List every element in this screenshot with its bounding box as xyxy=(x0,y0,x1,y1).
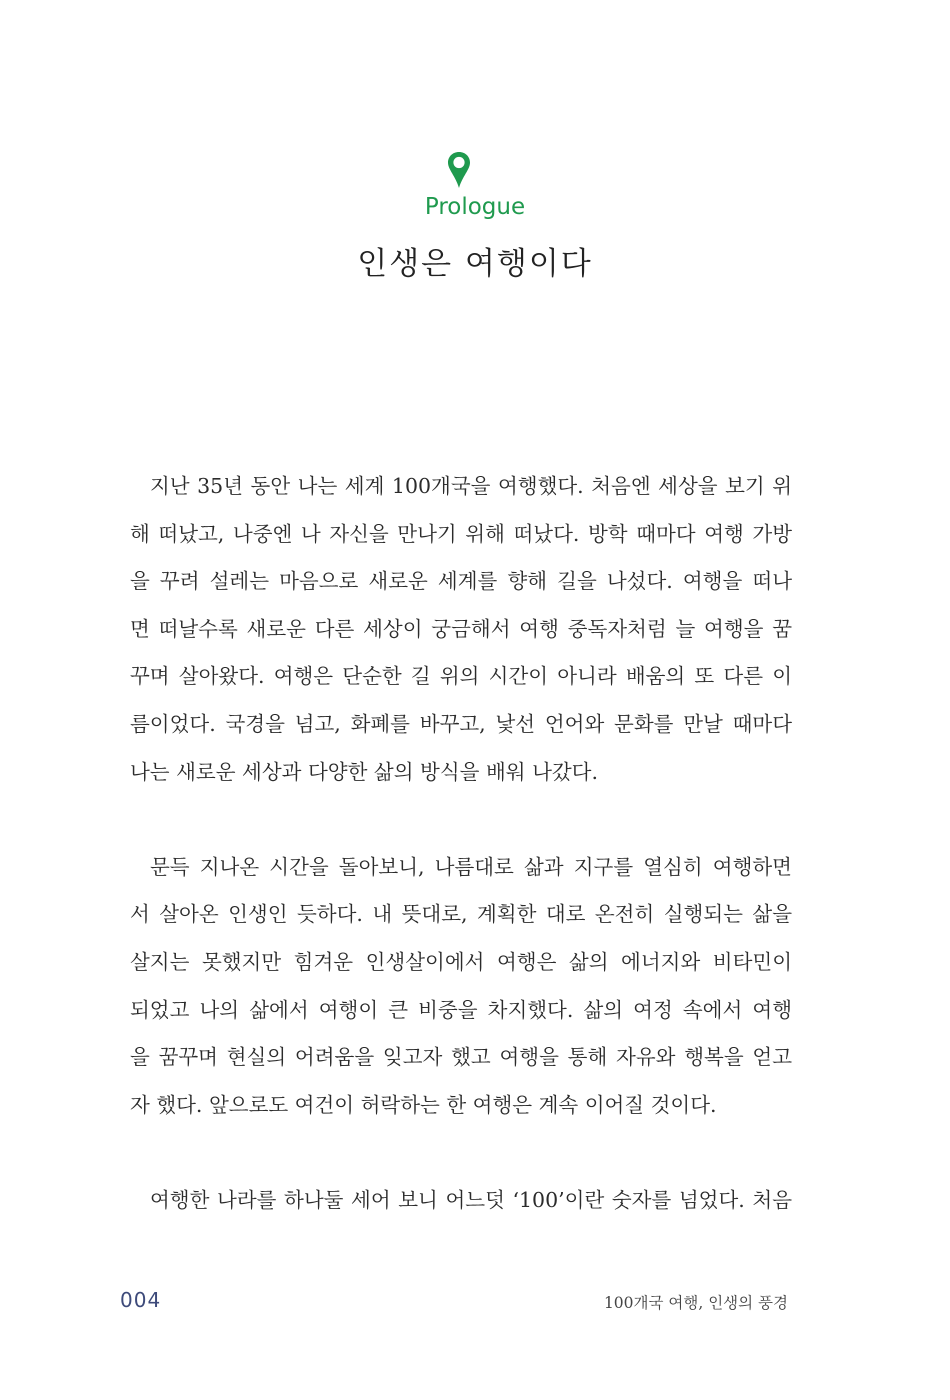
text-line: 을 꿈꾸며 현실의 어려움을 잊고자 했고 여행을 통해 자유와 행복을 얻고 xyxy=(130,1045,792,1070)
text-line: 해 떠났고, 나중엔 나 자신을 만나기 위해 떠났다. 방학 때마다 여행 가방 xyxy=(130,521,792,546)
paragraph xyxy=(130,463,792,796)
page-number: 004 xyxy=(120,1288,162,1312)
text-line: 나는 새로운 세상과 다양한 삶의 방식을 배워 나갔다. xyxy=(130,759,598,784)
paragraph xyxy=(130,1177,792,1225)
text-line: 문득 지나온 시간을 돌아보니, 나름대로 삶과 지구를 열심히 여행하면 xyxy=(150,854,792,879)
text-line: 여행한 나라를 하나둘 세어 보니 어느덧 ‘100’이란 숫자를 넘었다. 처음 xyxy=(150,1187,792,1212)
paragraph-gap xyxy=(130,796,792,844)
paragraph xyxy=(130,844,792,1130)
text-line: 서 살아온 인생인 듯하다. 내 뜻대로, 계획한 대로 온전히 실행되는 삶을 xyxy=(130,902,792,927)
text-line: 자 했다. 앞으로도 여건이 허락하는 한 여행은 계속 이어질 것이다. xyxy=(130,1092,717,1117)
paragraph-gap xyxy=(130,1129,792,1177)
section-label: Prologue xyxy=(424,194,526,220)
text-line: 름이었다. 국경을 넘고, 화폐를 바꾸고, 낯선 언어와 문화를 만날 때마다 xyxy=(130,711,792,736)
text-line: 살지는 못했지만 힘겨운 인생살이에서 여행은 삶의 에너지와 비타민이 xyxy=(130,949,792,974)
text-line: 을 꾸려 설레는 마음으로 새로운 세계를 향해 길을 나섰다. 여행을 떠나 xyxy=(130,569,792,594)
page-title: 인생은 여행이다 xyxy=(357,246,593,282)
text-line: 면 떠날수록 새로운 다른 세상이 궁금해서 여행 중독자처럼 늘 여행을 꿈 xyxy=(130,616,792,641)
map-pin-icon xyxy=(446,150,472,190)
body-text xyxy=(130,463,792,1225)
text-line: 꾸며 살아왔다. 여행은 단순한 길 위의 시간이 아니라 배움의 또 다른 이 xyxy=(130,664,792,689)
running-title: 100개국 여행, 인생의 풍경 xyxy=(603,1294,788,1312)
text-line: 지난 35년 동안 나는 세계 100개국을 여행했다. 처음엔 세상을 보기 위 xyxy=(150,474,792,498)
text-line: 되었고 나의 삶에서 여행이 큰 비중을 차지했다. 삶의 여정 속에서 여행 xyxy=(130,997,792,1022)
